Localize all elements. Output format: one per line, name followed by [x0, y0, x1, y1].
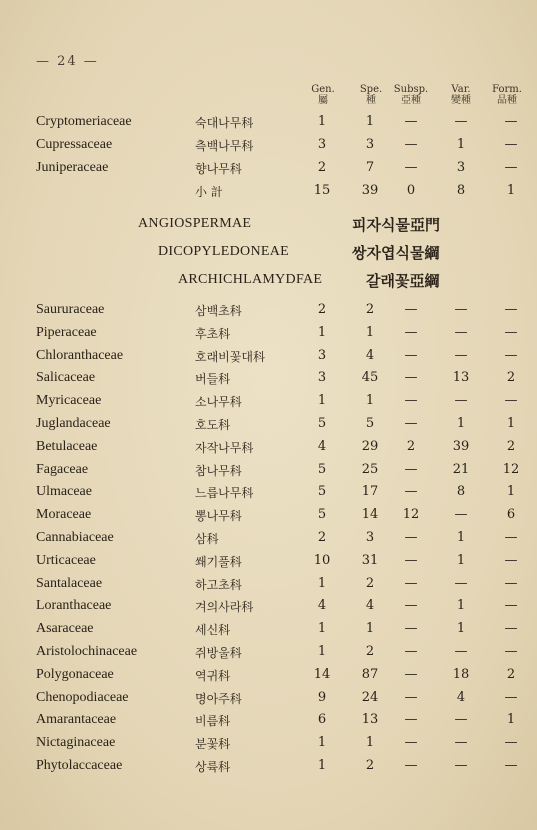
table-row: [0, 160, 537, 182]
variety-count: 13: [452, 370, 470, 386]
family-name: Amarantaceae: [36, 712, 117, 728]
table-row: [0, 370, 537, 392]
table-row: [0, 621, 537, 643]
genus-count: 14: [313, 666, 331, 682]
col-header-spe: Spe. 種: [359, 84, 383, 106]
species-count: 1: [365, 324, 375, 340]
family-name: Cannabiaceae: [36, 530, 114, 545]
species-count: 2: [365, 575, 375, 591]
family-name: Salicaceae: [36, 370, 96, 386]
form-count: 1: [506, 484, 516, 500]
variety-count: —: [454, 324, 468, 340]
table-row: [0, 114, 537, 136]
table-row: [0, 416, 537, 438]
form-count: —: [504, 735, 518, 751]
korean-name: 하고초科: [195, 577, 242, 592]
genus-count: 5: [317, 507, 327, 523]
variety-count: —: [454, 735, 468, 751]
variety-count: 1: [456, 530, 466, 545]
korean-name: 비름科: [195, 714, 231, 729]
variety-count: 1: [456, 621, 466, 637]
family-name: Asaraceae: [36, 621, 94, 637]
species-count: 1: [365, 393, 375, 409]
species-count: 29: [361, 438, 379, 454]
family-name: Fagaceae: [36, 461, 89, 477]
korean-name: 버들科: [195, 372, 231, 387]
variety-count: 39: [452, 438, 470, 454]
korean-name: 쥐방울科: [195, 646, 242, 660]
variety-count: 3: [456, 160, 466, 175]
species-count: 39: [361, 183, 379, 198]
table-row: [0, 348, 537, 370]
form-count: —: [504, 324, 518, 340]
heading-dicotyledoneae-korean: 쌍자엽식물綱: [352, 244, 440, 262]
form-count: —: [504, 160, 518, 175]
korean-name: 뽕나무科: [195, 509, 242, 524]
species-count: 87: [361, 666, 379, 682]
subspecies-count: —: [404, 137, 418, 152]
form-count: —: [504, 552, 518, 568]
korean-name: 명아주科: [195, 691, 242, 706]
subspecies-count: 12: [402, 507, 420, 523]
subspecies-count: —: [404, 666, 418, 682]
table-row: [0, 439, 537, 461]
table-row: [0, 598, 537, 620]
family-name: Nictaginaceae: [36, 735, 116, 751]
table-row: [0, 462, 537, 484]
form-count: —: [504, 137, 518, 152]
korean-name: 측백나무科: [195, 139, 254, 153]
genus-count: 4: [317, 598, 327, 614]
variety-count: —: [454, 712, 468, 728]
species-count: 1: [365, 621, 375, 637]
genus-count: 4: [317, 438, 327, 454]
form-count: —: [504, 598, 518, 614]
form-count: —: [504, 302, 518, 317]
variety-count: —: [454, 758, 468, 773]
heading-dicotyledoneae: DICOPYLEDONEAE: [158, 244, 289, 259]
genus-count: 1: [317, 735, 327, 751]
species-count: 1: [365, 114, 375, 129]
heading-archichlamydeae: ARCHICHLAMYDFAE: [178, 272, 323, 287]
korean-name: 호래비꽃대科: [195, 349, 265, 364]
table-row: [0, 507, 537, 529]
korean-name: 삼科: [195, 532, 219, 546]
subspecies-count: —: [404, 735, 418, 751]
korean-name: 향나무科: [195, 162, 242, 176]
family-name: Saururaceae: [36, 302, 105, 317]
genus-count: 2: [317, 160, 327, 175]
korean-name: 후초科: [195, 326, 231, 341]
korean-name: 느릅나무科: [195, 486, 254, 501]
family-name: Urticaceae: [36, 552, 96, 568]
family-name: Polygonaceae: [36, 666, 114, 682]
species-count: 1: [365, 735, 375, 751]
korean-name: 상륙科: [195, 760, 231, 774]
form-count: 2: [506, 666, 516, 682]
species-count: 7: [365, 160, 375, 175]
family-name: Juglandaceae: [36, 416, 111, 431]
heading-angiospermae-korean: 피자식물亞門: [352, 216, 440, 234]
subspecies-count: —: [404, 758, 418, 773]
form-count: 2: [506, 370, 516, 386]
species-count: 25: [361, 461, 379, 477]
korean-name: 참나무科: [195, 463, 242, 478]
table-row: [0, 667, 537, 689]
subspecies-count: —: [404, 347, 418, 363]
table-row: [0, 393, 537, 415]
species-count: 2: [365, 644, 375, 659]
form-count: —: [504, 758, 518, 773]
table-row: [0, 484, 537, 506]
variety-count: 21: [452, 461, 470, 477]
col-header-gen: Gen. 屬: [311, 84, 335, 106]
table-row: [0, 735, 537, 757]
table-row: [0, 183, 537, 205]
species-count: 31: [361, 552, 379, 568]
genus-count: 1: [317, 621, 327, 637]
korean-name: 쐐기풀科: [195, 554, 242, 569]
genus-count: 1: [317, 575, 327, 591]
variety-count: —: [454, 302, 468, 317]
subspecies-count: —: [404, 644, 418, 659]
subspecies-count: —: [404, 530, 418, 545]
species-count: 2: [365, 758, 375, 773]
korean-name: 삼백초科: [195, 304, 242, 318]
genus-count: 5: [317, 416, 327, 431]
species-count: 17: [361, 484, 379, 500]
form-count: —: [504, 530, 518, 545]
genus-count: 5: [317, 461, 327, 477]
korean-name: 역귀科: [195, 668, 231, 683]
variety-count: —: [454, 393, 468, 409]
korean-name: 호도科: [195, 418, 231, 432]
family-name: Myricaceae: [36, 393, 102, 409]
family-name: Phytolaccaceae: [36, 758, 123, 773]
species-count: 13: [361, 712, 379, 728]
form-count: 1: [506, 416, 516, 431]
genus-count: 1: [317, 758, 327, 773]
subspecies-count: —: [404, 393, 418, 409]
subspecies-count: —: [404, 621, 418, 637]
korean-name: 소나무科: [195, 395, 242, 410]
subspecies-count: —: [404, 461, 418, 477]
korean-name: 숙대나무科: [195, 116, 254, 130]
genus-count: 2: [317, 302, 327, 317]
genus-count: 9: [317, 689, 327, 705]
genus-count: 1: [317, 393, 327, 409]
family-name: Santalaceae: [36, 575, 103, 591]
genus-count: 6: [317, 712, 327, 728]
species-count: 2: [365, 302, 375, 317]
species-count: 14: [361, 507, 379, 523]
table-row: [0, 758, 537, 780]
table-row: [0, 576, 537, 598]
genus-count: 3: [317, 370, 327, 386]
subspecies-count: —: [404, 484, 418, 500]
subspecies-count: —: [404, 370, 418, 386]
variety-count: 1: [456, 598, 466, 614]
family-name: Chenopodiaceae: [36, 689, 129, 705]
family-name: Cryptomeriaceae: [36, 114, 132, 129]
form-count: —: [504, 393, 518, 409]
subspecies-count: —: [404, 598, 418, 614]
variety-count: —: [454, 644, 468, 659]
variety-count: 4: [456, 689, 466, 705]
form-count: —: [504, 347, 518, 363]
subspecies-count: —: [404, 575, 418, 591]
form-count: —: [504, 575, 518, 591]
family-name: Aristolochinaceae: [36, 644, 138, 659]
subspecies-count: —: [404, 302, 418, 317]
genus-count: 10: [313, 552, 331, 568]
heading-angiospermae: ANGIOSPERMAE: [138, 216, 252, 231]
korean-name: 겨의사라科: [195, 600, 254, 615]
korean-name: 분꽃科: [195, 737, 231, 752]
subspecies-count: —: [404, 160, 418, 175]
variety-count: —: [454, 114, 468, 129]
species-count: 4: [365, 598, 375, 614]
table-row: [0, 325, 537, 347]
family-name: Cupressaceae: [36, 137, 113, 152]
korean-name: 小 計: [195, 185, 223, 199]
variety-count: —: [454, 507, 468, 523]
family-name: Betulaceae: [36, 438, 98, 454]
variety-count: —: [454, 347, 468, 363]
variety-count: 8: [456, 484, 466, 500]
family-name: Chloranthaceae: [36, 347, 124, 363]
table-row: [0, 553, 537, 575]
table-row: [0, 302, 537, 324]
korean-name: 세신科: [195, 623, 231, 638]
subspecies-count: —: [404, 324, 418, 340]
variety-count: —: [454, 575, 468, 591]
family-name: Ulmaceae: [36, 484, 92, 500]
form-count: 1: [506, 712, 516, 728]
heading-archichlamydeae-korean: 갈래꽃亞綱: [366, 272, 440, 290]
genus-count: 15: [313, 183, 331, 198]
col-header-subsp: Subsp. 亞種: [393, 84, 429, 106]
table-row: [0, 690, 537, 712]
form-count: —: [504, 114, 518, 129]
species-count: 5: [365, 416, 375, 431]
species-count: 45: [361, 370, 379, 386]
species-count: 4: [365, 347, 375, 363]
species-count: 3: [365, 530, 375, 545]
form-count: 1: [506, 183, 516, 198]
subspecies-count: —: [404, 712, 418, 728]
table-row: [0, 137, 537, 159]
form-count: —: [504, 621, 518, 637]
variety-count: 1: [456, 552, 466, 568]
species-count: 24: [361, 689, 379, 705]
genus-count: 3: [317, 347, 327, 363]
family-name: Loranthaceae: [36, 598, 112, 614]
subspecies-count: —: [404, 552, 418, 568]
subspecies-count: —: [404, 416, 418, 431]
genus-count: 1: [317, 324, 327, 340]
col-header-var: Var. 變種: [451, 84, 471, 106]
table-row: [0, 644, 537, 666]
form-count: 2: [506, 438, 516, 454]
form-count: —: [504, 689, 518, 705]
form-count: 6: [506, 507, 516, 523]
form-count: 12: [502, 461, 520, 477]
genus-count: 1: [317, 644, 327, 659]
genus-count: 5: [317, 484, 327, 500]
variety-count: 8: [456, 183, 466, 198]
family-name: Piperaceae: [36, 324, 97, 340]
subspecies-count: 2: [406, 438, 416, 454]
subspecies-count: —: [404, 689, 418, 705]
korean-name: 자작나무科: [195, 440, 254, 455]
page-number: — 24 —: [36, 54, 99, 69]
table-row: [0, 712, 537, 734]
family-name: Juniperaceae: [36, 160, 109, 175]
col-header-form: Form. 品種: [492, 84, 522, 106]
genus-count: 2: [317, 530, 327, 545]
variety-count: 18: [452, 666, 470, 682]
table-row: [0, 530, 537, 552]
subspecies-count: —: [404, 114, 418, 129]
family-name: Moraceae: [36, 507, 92, 523]
variety-count: 1: [456, 137, 466, 152]
subspecies-count: 0: [406, 183, 416, 198]
genus-count: 3: [317, 137, 327, 152]
variety-count: 1: [456, 416, 466, 431]
species-count: 3: [365, 137, 375, 152]
form-count: —: [504, 644, 518, 659]
genus-count: 1: [317, 114, 327, 129]
